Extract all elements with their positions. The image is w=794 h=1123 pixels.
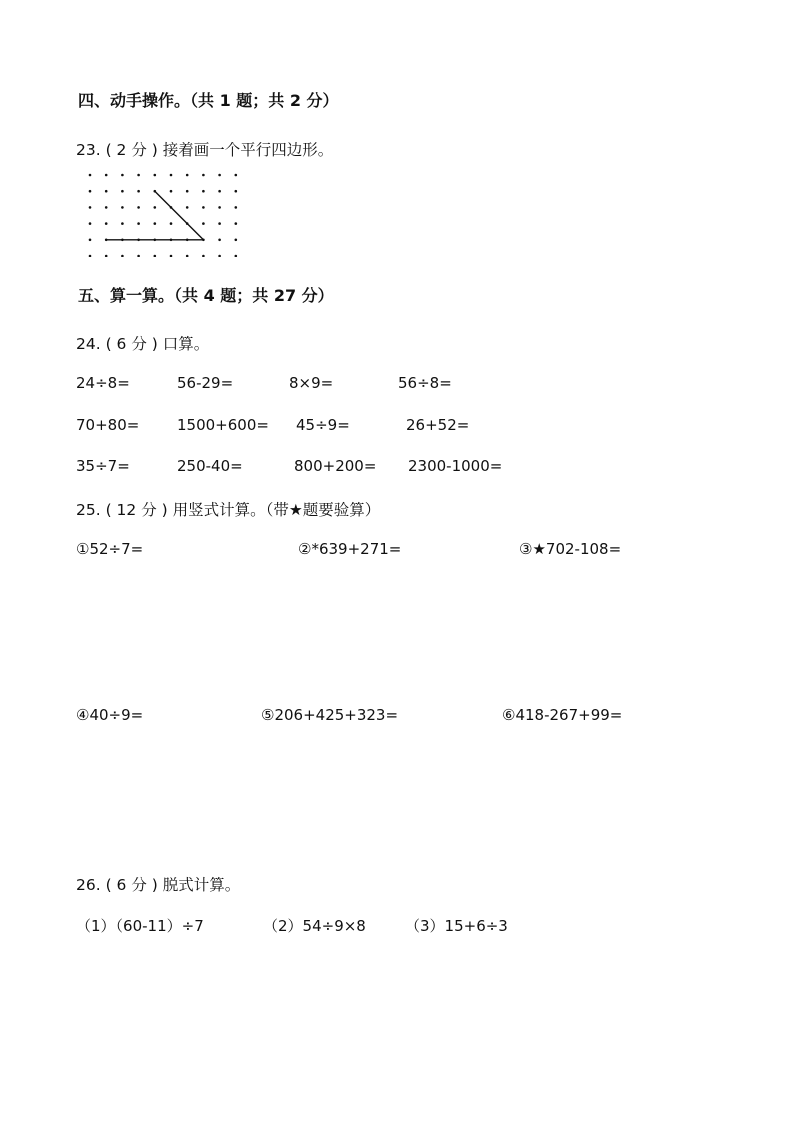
grid-dot — [186, 190, 189, 193]
grid-dot — [186, 255, 189, 257]
grid-dot — [218, 174, 221, 177]
oral-calc-item: 45÷9= — [296, 416, 350, 434]
grid-dot — [154, 255, 157, 257]
section-4-title: 四、动手操作。（共 1 题；共 2 分） — [78, 91, 339, 110]
grid-dot — [235, 190, 238, 193]
section-5-title: 五、算一算。（共 4 题；共 27 分） — [78, 286, 334, 305]
question-25-heading: 25. ( 12 分 ) 用竖式计算。（带★题要验算） — [76, 501, 381, 519]
grid-dot — [235, 222, 238, 225]
stepwise-calc-item-2: （2）54÷9×8 — [263, 917, 366, 935]
dot-grid — [82, 167, 282, 257]
oral-calc-item: 70+80= — [76, 416, 140, 434]
grid-dot — [170, 255, 173, 257]
vertical-calc-item-1: ①52÷7= — [76, 540, 144, 558]
grid-dot — [105, 174, 108, 177]
grid-dot — [218, 190, 221, 193]
oral-calc-item: 56-29= — [177, 374, 234, 392]
grid-dot — [121, 190, 124, 193]
grid-dot — [137, 190, 140, 193]
grid-dot — [137, 222, 140, 225]
grid-dot — [137, 206, 140, 209]
grid-dot — [218, 222, 221, 225]
stepwise-calc-item-1: （1）（60-11）÷7 — [76, 917, 204, 935]
oral-calc-item: 35÷7= — [76, 457, 130, 475]
stepwise-calc-item-3: （3）15+6÷3 — [405, 917, 508, 935]
grid-dot — [218, 206, 221, 209]
grid-dot — [121, 222, 124, 225]
grid-dot — [202, 222, 205, 225]
grid-dot — [137, 255, 140, 257]
grid-dot — [235, 174, 238, 177]
grid-dot — [89, 255, 92, 257]
grid-dot — [170, 190, 173, 193]
slant-line — [155, 191, 204, 240]
grid-dot — [202, 190, 205, 193]
grid-dot — [218, 239, 221, 242]
grid-dot — [89, 222, 92, 225]
grid-dot — [105, 206, 108, 209]
grid-dot — [121, 255, 124, 257]
grid-dot — [170, 174, 173, 177]
grid-dot — [186, 206, 189, 209]
question-24-heading: 24. ( 6 分 ) 口算。 — [76, 335, 210, 353]
grid-dot — [154, 222, 157, 225]
oral-calc-item: 26+52= — [406, 416, 470, 434]
grid-dot — [105, 222, 108, 225]
grid-dot — [202, 206, 205, 209]
oral-calc-item: 2300-1000= — [408, 457, 503, 475]
vertical-calc-item-3: ③★702-108= — [519, 540, 622, 558]
oral-calc-item: 56÷8= — [398, 374, 452, 392]
oral-calc-item: 8×9= — [289, 374, 334, 392]
grid-dot — [202, 255, 205, 257]
grid-dot — [121, 206, 124, 209]
grid-dot — [154, 206, 157, 209]
grid-dot — [89, 239, 92, 242]
vertical-calc-item-2: ②*639+271= — [298, 540, 402, 558]
grid-dot — [105, 255, 108, 257]
grid-dot — [105, 190, 108, 193]
grid-dot — [235, 255, 238, 257]
oral-calc-item: 250-40= — [177, 457, 243, 475]
vertical-calc-item-5: ⑤206+425+323= — [261, 706, 399, 724]
vertical-calc-item-4: ④40÷9= — [76, 706, 144, 724]
grid-dot — [235, 239, 238, 242]
grid-dot — [202, 174, 205, 177]
grid-dot — [121, 174, 124, 177]
grid-dot — [186, 174, 189, 177]
grid-dot — [89, 206, 92, 209]
grid-dot — [235, 206, 238, 209]
oral-calc-item: 24÷8= — [76, 374, 130, 392]
oral-calc-item: 800+200= — [294, 457, 377, 475]
question-26-heading: 26. ( 6 分 ) 脱式计算。 — [76, 876, 241, 894]
grid-dot — [89, 190, 92, 193]
grid-dot — [89, 174, 92, 177]
oral-calc-item: 1500+600= — [177, 416, 269, 434]
question-23-heading: 23. ( 2 分 ) 接着画一个平行四边形。 — [76, 141, 334, 159]
grid-dot — [170, 222, 173, 225]
grid-dot — [218, 255, 221, 257]
grid-dot — [137, 174, 140, 177]
vertical-calc-item-6: ⑥418-267+99= — [502, 706, 623, 724]
grid-dot — [154, 174, 157, 177]
